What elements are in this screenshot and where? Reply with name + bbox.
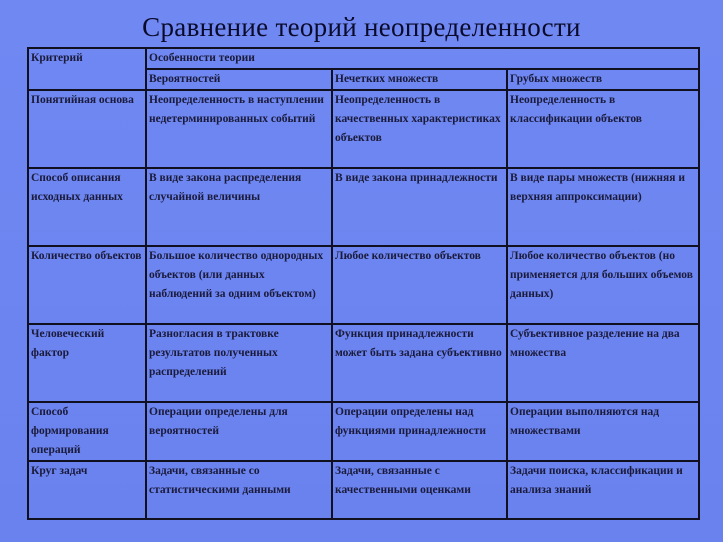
row-criterion: Круг задач	[28, 461, 146, 519]
table-cell: Любое количество объектов	[332, 246, 507, 324]
table-row	[28, 461, 699, 519]
table-cell: Неопределенность в классификации объектов	[507, 90, 699, 168]
table-row	[28, 402, 699, 461]
theory-features-header: Особенности теории	[146, 48, 699, 69]
table-cell: Операции выполняются над множествами	[507, 402, 699, 461]
table-row	[28, 246, 699, 324]
table-row	[28, 168, 699, 246]
table-cell: Операции определены над функциями принадлежности	[332, 402, 507, 461]
table-cell: Большое количество однородных объектов (или данных наблюдений за одним объектом)	[146, 246, 332, 324]
table-cell: Операции определены для вероятностей	[146, 402, 332, 461]
table-cell: Задачи поиска, классификации и анализа знаний	[507, 461, 699, 519]
slide-title: Сравнение теорий неопределенности	[142, 12, 581, 42]
table-cell: Разногласия в трактовке результатов полученных распределений	[146, 324, 332, 402]
table-cell: Любое количество объектов (но применяется для больших объемов данных)	[507, 246, 699, 324]
row-criterion: Способ формирования операций	[28, 402, 146, 461]
column-header-rough-sets: Грубых множеств	[507, 69, 699, 90]
table-cell: Функция принадлежности может быть задана субъективно	[332, 324, 507, 402]
column-header-fuzzy-sets: Нечетких множеств	[332, 69, 507, 90]
table-row	[28, 90, 699, 168]
table-cell: В виде пары множеств (нижняя и верхняя аппроксимации)	[507, 168, 699, 246]
table-cell: Задачи, связанные с качественными оценками	[332, 461, 507, 519]
table-cell: В виде закона принадлежности	[332, 168, 507, 246]
comparison-table	[27, 47, 700, 520]
table-cell: Субъективное разделение на два множества	[507, 324, 699, 402]
table-cell: Неопределенность в наступлении недетерминированных событий	[146, 90, 332, 168]
row-criterion: Понятийная основа	[28, 90, 146, 168]
criterion-header: Критерий	[28, 48, 146, 90]
table-header-row	[28, 48, 699, 69]
table-cell: Неопределенность в качественных характеристиках объектов	[332, 90, 507, 168]
row-criterion: Способ описания исходных данных	[28, 168, 146, 246]
table-row	[28, 324, 699, 402]
table-cell: Задачи, связанные со статистическими данными	[146, 461, 332, 519]
table-cell: В виде закона распределения случайной величины	[146, 168, 332, 246]
column-header-probability: Вероятностей	[146, 69, 332, 90]
row-criterion: Человеческий фактор	[28, 324, 146, 402]
row-criterion: Количество объектов	[28, 246, 146, 324]
